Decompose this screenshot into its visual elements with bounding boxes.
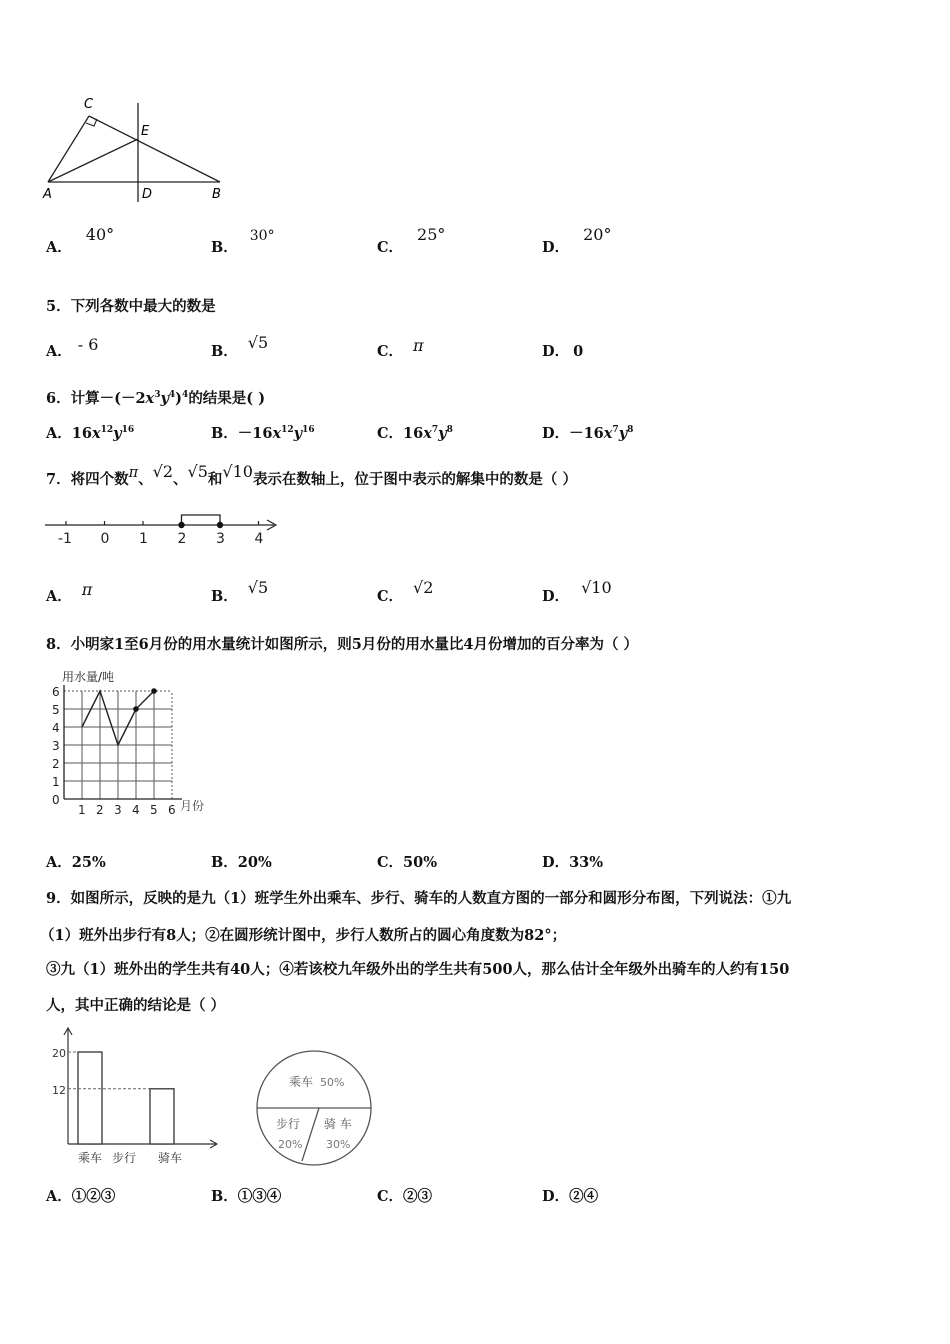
q7-option-d[interactable]: D． √10 (542, 578, 612, 605)
pie-pct-ride: 50% (320, 1076, 345, 1089)
number-line (40, 508, 290, 550)
q9-options (46, 1185, 906, 1215)
interval-start-dot (178, 522, 184, 528)
pie-label-bike: 骑 车 (324, 1117, 352, 1131)
q4-option-b[interactable]: B．30° (211, 228, 275, 256)
q7-option-a[interactable]: A． π (46, 580, 93, 605)
y-tick-label: 6 (52, 685, 60, 699)
q4-option-c[interactable]: C．25° (377, 225, 446, 256)
q8-option-c[interactable]: C．50% (377, 854, 438, 871)
q9-option-c[interactable]: C．②③ (377, 1188, 433, 1205)
q5-option-b[interactable]: B． √5 (211, 333, 269, 360)
q5-option-c[interactable]: C． π (377, 336, 424, 360)
x-tick-label: 5 (150, 803, 158, 817)
x-tick-label: 3 (114, 803, 122, 817)
x-category-label: 骑车 (158, 1151, 183, 1165)
q9-option-b[interactable]: B．①③④ (211, 1188, 282, 1205)
travel-pie-chart (252, 1044, 382, 1172)
axis-tick-label: 3 (216, 531, 225, 547)
q9-line-3: ③九（1）班外出的学生共有40人；④若该校九年级外出的学生共有500人，那么估计全年级外出骑车的人约有150 (46, 961, 790, 978)
q5-option-a[interactable]: A． - 6 (46, 335, 99, 360)
label-c: C (84, 97, 94, 112)
q6-stem: 6．计算$-(-2x^3y^4)^4$的结果是( ) (46, 390, 266, 407)
q9-option-d[interactable]: D．②④ (542, 1188, 599, 1205)
x-tick-label: 6 (168, 803, 176, 817)
q6-option-c[interactable]: C．$16x^7y^8$ (377, 425, 453, 442)
q4-option-a[interactable]: A．40° (46, 225, 115, 256)
q6-option-a[interactable]: A．$16x^{12}y^{16}$ (46, 425, 135, 442)
y-tick-label: 1 (52, 775, 60, 789)
q8-option-d[interactable]: D．33% (542, 854, 604, 871)
q7-option-c[interactable]: C． √2 (377, 578, 434, 605)
pie-label-ride: 乘车 (289, 1075, 314, 1089)
x-category-label: 乘车 (78, 1151, 103, 1165)
triangle-figure (40, 95, 240, 210)
pie-label-walk: 步行 (276, 1117, 301, 1131)
y-tick-label: 5 (52, 703, 60, 717)
label-a: A (43, 187, 52, 202)
x-tick-label: 4 (132, 803, 140, 817)
q7-stem: 7．将四个数π、√2、√5和√10表示在数轴上，位于图中表示的解集中的数是（ ） (46, 462, 577, 488)
q4-options (46, 225, 906, 266)
x-axis-label: 月份 (180, 799, 205, 813)
data-point (151, 688, 157, 694)
pie-pct-bike: 30% (326, 1138, 351, 1151)
axis-tick-label: 4 (254, 531, 264, 547)
y-tick-label: 0 (52, 793, 60, 807)
interval-end-dot (217, 522, 223, 528)
y-tick-label: 3 (52, 739, 60, 753)
axis-tick-label: 1 (139, 531, 148, 547)
water-usage-chart (40, 668, 230, 818)
bar (150, 1089, 174, 1144)
y-tick-label: 20 (52, 1047, 66, 1060)
label-b: B (212, 187, 221, 202)
q6-option-d[interactable]: D．$-16x^7y^8$ (542, 425, 634, 442)
bar (78, 1052, 102, 1144)
label-d: D (142, 187, 153, 202)
q7-option-b[interactable]: B． √5 (211, 578, 269, 605)
q9-line-2: （1）班外出步行有8人；②在圆形统计图中，步行人数所占的圆心角度数为82°； (40, 927, 567, 944)
x-tick-label: 1 (78, 803, 86, 817)
q8-option-a[interactable]: A．25% (46, 854, 106, 871)
q5-stem: 5．下列各数中最大的数是 (46, 298, 216, 315)
axis-tick-label: 0 (100, 531, 110, 547)
y-axis-label: 用水量/吨 (62, 670, 115, 684)
label-e: E (141, 124, 150, 139)
axis-tick-label: 2 (177, 531, 187, 547)
y-tick-label: 12 (52, 1083, 66, 1097)
q9-line-1: 9．如图所示，反映的是九（1）班学生外出乘车、步行、骑车的人数直方图的一部分和圆形分布图，下列说法：①九 (46, 890, 792, 907)
q8-stem: 8．小明家1至6月份的用水量统计如图所示，则5月份的用水量比4月份增加的百分率为（ ） (46, 636, 638, 653)
axis-tick-label: -1 (58, 531, 72, 547)
x-category-label: 步行 (112, 1151, 137, 1165)
q9-option-a[interactable]: A．①②③ (46, 1188, 116, 1205)
travel-bar-chart (44, 1024, 224, 1169)
q5-options (46, 333, 906, 370)
q8-options (46, 851, 906, 881)
q9-line-4: 人，其中正确的结论是（ ） (46, 997, 226, 1014)
q4-option-d[interactable]: D．20° (542, 225, 612, 256)
y-tick-label: 2 (52, 757, 60, 771)
q5-option-d[interactable]: D． 0 (542, 343, 584, 360)
x-tick-label: 2 (96, 803, 104, 817)
q6-option-b[interactable]: B．$-16x^{12}y^{16}$ (211, 425, 315, 442)
q8-option-b[interactable]: B．20% (211, 854, 272, 871)
pie-pct-walk: 20% (278, 1138, 303, 1151)
data-point (133, 706, 139, 712)
y-tick-label: 4 (52, 721, 60, 735)
q6-options (46, 422, 906, 452)
q7-options (46, 578, 906, 615)
